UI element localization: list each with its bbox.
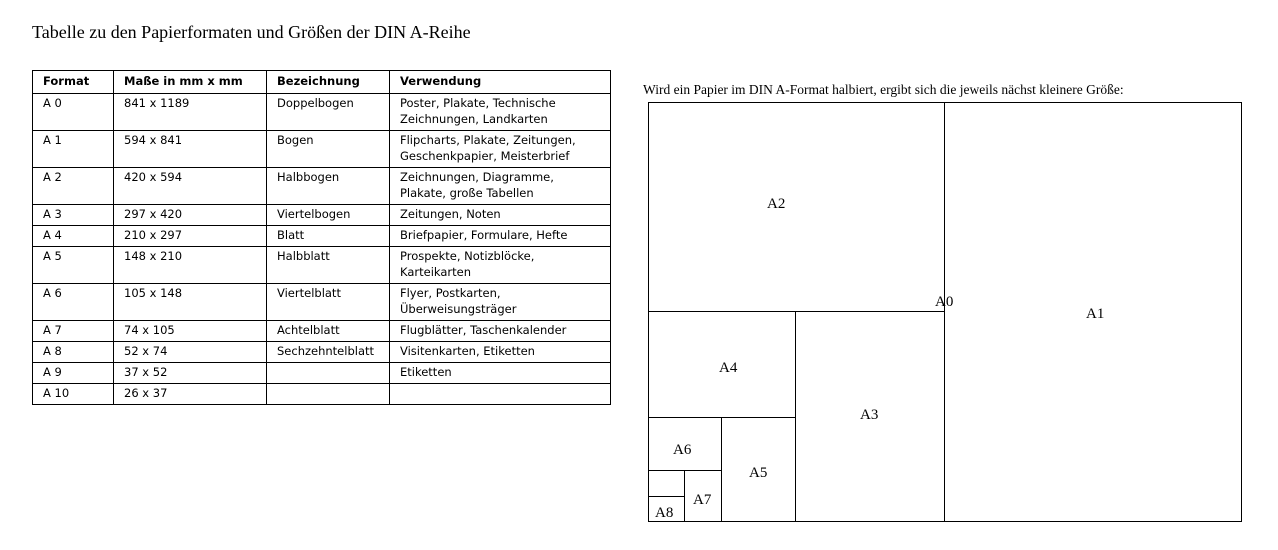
cell-size: 420 x 594 [114,168,267,205]
label-a7: A7 [693,492,712,508]
header-format: Format [33,71,114,94]
cell-format: A 2 [33,168,114,205]
cell-use-line: Zeichnungen, Diagramme, [400,170,554,184]
cell-size: 105 x 148 [114,284,267,321]
cell-use-line: Flyer, Postkarten, [400,286,501,300]
din-a-format-diagram [646,101,1242,523]
cell-name: Doppelbogen [267,94,390,131]
cell-format: A 10 [33,384,114,405]
formats-table [32,70,611,405]
cell-size: 26 x 37 [114,384,267,405]
cell-use-line: Etiketten [400,365,452,379]
cell-format: A 5 [33,247,114,284]
cell-use-line: Karteikarten [400,265,471,279]
cell-size: 74 x 105 [114,321,267,342]
cell-format: A 7 [33,321,114,342]
table-row [33,131,611,168]
diagram-caption: Wird ein Papier im DIN A-Format halbiert, ergibt sich die jeweils nächst kleinere Größe: [643,82,1124,97]
cell-use [390,342,611,363]
cell-size: 52 x 74 [114,342,267,363]
label-a0: A0 [935,294,954,310]
cell-format: A 1 [33,131,114,168]
page-title: Tabelle zu den Papierformaten und Größen der DIN A-Reihe [32,22,471,42]
table-row [33,363,611,384]
label-a5: A5 [749,465,768,481]
table-row [33,226,611,247]
cell-size: 594 x 841 [114,131,267,168]
cell-name: Blatt [267,226,390,247]
header-name: Bezeichnung [267,71,390,94]
table-row [33,205,611,226]
label-a8: A8 [655,505,674,521]
cell-use [390,168,611,205]
cell-size: 37 x 52 [114,363,267,384]
cell-use [390,131,611,168]
cell-format: A 8 [33,342,114,363]
cell-format: A 4 [33,226,114,247]
cell-use-line: Visitenkarten, Etiketten [400,344,535,358]
cell-use-line: Flugblätter, Taschenkalender [400,323,567,337]
cell-name: Halbblatt [267,247,390,284]
table-row [33,342,611,363]
cell-use-line: Plakate, große Tabellen [400,186,534,200]
table-row [33,168,611,205]
cell-use-line: Zeichnungen, Landkarten [400,112,548,126]
cell-size: 297 x 420 [114,205,267,226]
cell-size: 841 x 1189 [114,94,267,131]
label-a3: A3 [860,407,879,423]
table-row [33,321,611,342]
cell-use-line: Poster, Plakate, Technische [400,96,556,110]
cell-name [267,363,390,384]
table-row [33,384,611,405]
cell-name: Sechzehntelblatt [267,342,390,363]
cell-name [267,384,390,405]
header-size: Maße in mm x mm [114,71,267,94]
cell-name: Halbbogen [267,168,390,205]
cell-use [390,284,611,321]
table-row [33,94,611,131]
cell-use [390,321,611,342]
label-a1: A1 [1086,306,1105,322]
cell-size: 210 x 297 [114,226,267,247]
cell-use [390,363,611,384]
cell-format: A 9 [33,363,114,384]
cell-use [390,226,611,247]
cell-name: Achtelblatt [267,321,390,342]
cell-use [390,205,611,226]
cell-use-line: Prospekte, Notizblöcke, [400,249,535,263]
table-header-row [33,71,611,94]
cell-use-line: Geschenkpapier, Meisterbrief [400,149,570,163]
cell-format: A 0 [33,94,114,131]
cell-format: A 6 [33,284,114,321]
cell-name: Bogen [267,131,390,168]
table-row [33,284,611,321]
table-row [33,247,611,284]
cell-use-line: Briefpapier, Formulare, Hefte [400,228,568,242]
cell-use [390,384,611,405]
label-a6: A6 [673,442,692,458]
cell-format: A 3 [33,205,114,226]
label-a2: A2 [767,196,786,212]
cell-name: Viertelblatt [267,284,390,321]
cell-name: Viertelbogen [267,205,390,226]
header-use: Verwendung [390,71,611,94]
cell-size: 148 x 210 [114,247,267,284]
label-a4: A4 [719,360,738,376]
cell-use-line: Zeitungen, Noten [400,207,501,221]
cell-use-line: Flipcharts, Plakate, Zeitungen, [400,133,576,147]
cell-use [390,247,611,284]
cell-use [390,94,611,131]
cell-use-line: Überweisungsträger [400,302,517,316]
